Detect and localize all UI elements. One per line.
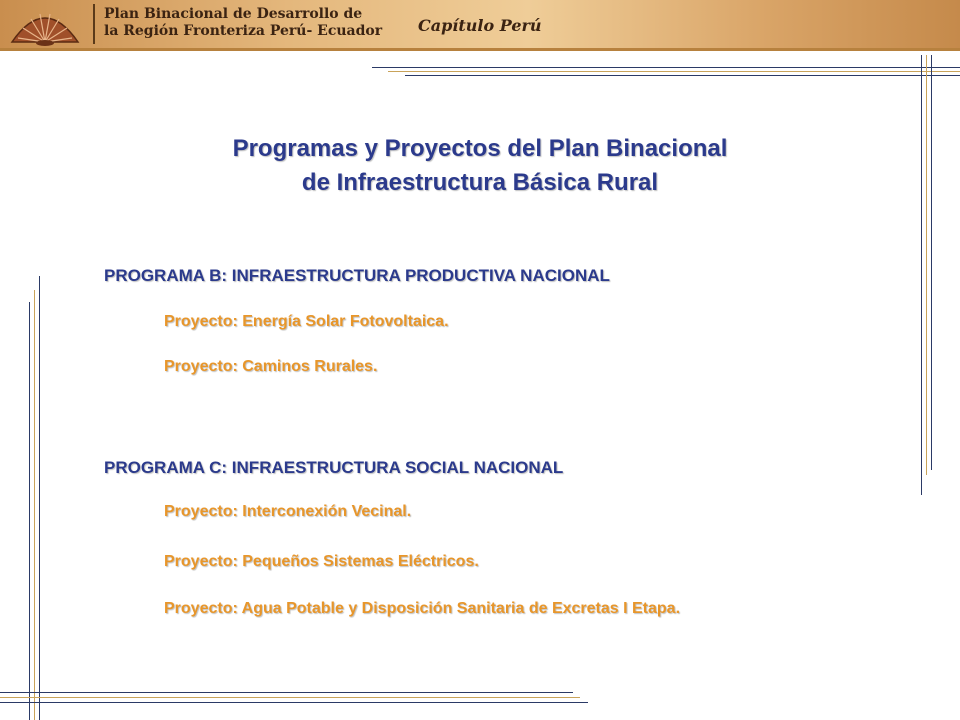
right-rule-navy	[921, 55, 922, 495]
left-rule-navy-2	[29, 302, 30, 720]
top-rule-navy	[372, 67, 960, 68]
banner-bottom-rule	[0, 48, 960, 51]
slide-title	[150, 132, 810, 200]
top-rule-gold	[388, 71, 960, 72]
top-rule-navy-2	[405, 75, 960, 76]
slide-title-line1: Programas y Proyectos del Plan Binacional	[232, 135, 728, 162]
chapter-label: Capítulo Perú	[418, 16, 542, 35]
slide-title-line2: de Infraestructura Básica Rural	[301, 169, 659, 196]
bottom-rule-navy-2	[0, 702, 588, 703]
project-agua-potable: Proyecto: Agua Potable y Disposición Sanitaria de Excretas I Etapa.	[164, 600, 681, 617]
right-rule-navy-2	[931, 55, 932, 470]
left-rule-navy	[39, 276, 40, 720]
bottom-rule-gold	[0, 697, 580, 698]
plan-title-line1: Plan Binacional de Desarrollo de	[104, 6, 363, 22]
right-rule-gold	[926, 55, 927, 475]
plan-title-line2: la Región Fronteriza Perú- Ecuador	[104, 23, 383, 39]
plan-title	[104, 6, 383, 40]
project-caminos-rurales: Proyecto: Caminos Rurales.	[164, 358, 378, 375]
left-rule-gold	[34, 290, 35, 720]
header-banner	[0, 0, 960, 48]
banner-divider	[93, 4, 95, 44]
shell-logo-icon	[6, 2, 84, 46]
program-b-label: PROGRAMA B: INFRAESTRUCTURA PRODUCTIVA NACIONAL	[104, 266, 610, 285]
project-pequenos-sistemas: Proyecto: Pequeños Sistemas Eléctricos.	[164, 553, 479, 570]
project-energia-solar: Proyecto: Energía Solar Fotovoltaica.	[164, 313, 449, 330]
program-c-label: PROGRAMA C: INFRAESTRUCTURA SOCIAL NACIONAL	[104, 458, 564, 477]
bottom-rule-navy	[0, 692, 573, 693]
project-interconexion-vecinal: Proyecto: Interconexión Vecinal.	[164, 503, 412, 520]
